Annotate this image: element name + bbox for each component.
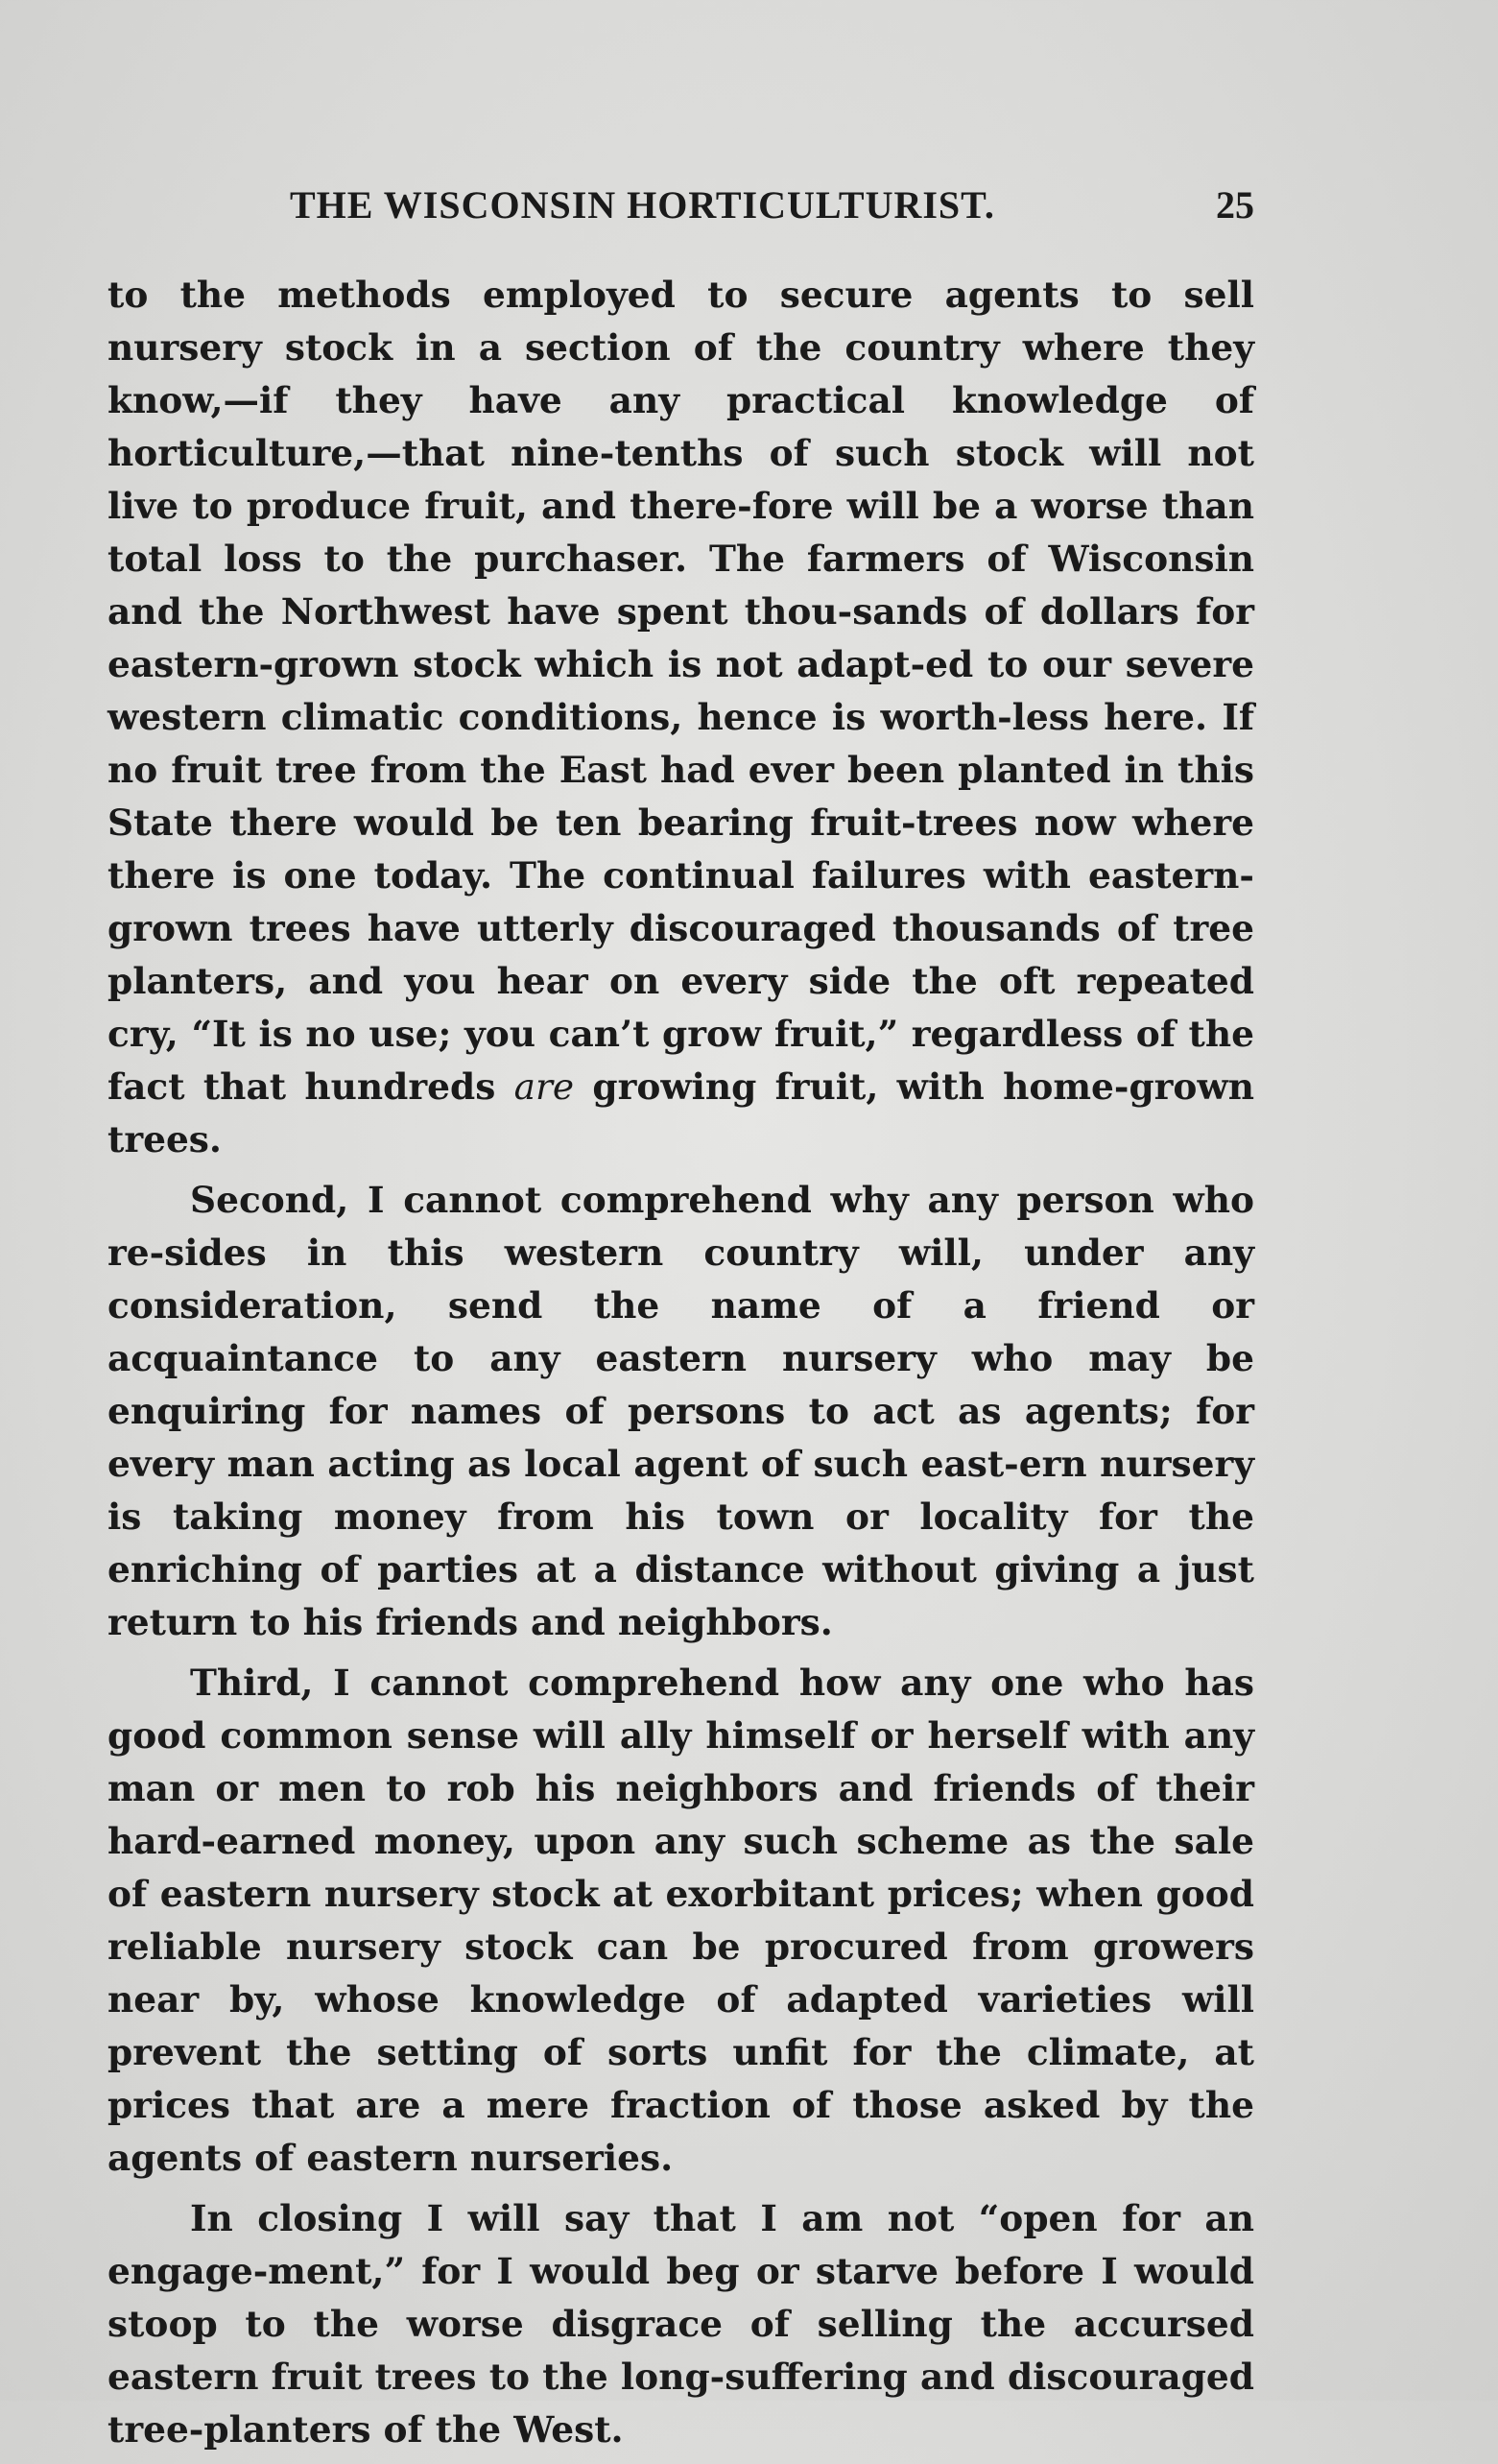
running-title: THE WISCONSIN HORTICULTURIST. xyxy=(290,183,995,227)
paragraph-closing: In closing I will say that I am not “open for an engage-ment,” for I would beg or starve before I would stoop to the worse disgrace of selling the accursed eastern fruit trees to the long-suffering and discouraged tree-planters of the West. xyxy=(107,2197,1254,2451)
page-number: 25 xyxy=(1216,183,1254,227)
emphasis-text: are xyxy=(513,1065,575,1108)
running-header xyxy=(107,182,1254,230)
paragraph-continuation xyxy=(107,269,1254,1166)
paragraph-third: Third, I cannot comprehend how any one who has good common sense will ally himself or herself with any man or men to rob his neighbors and friends of their hard-earned money, upon any such scheme as the sale of eastern nursery stock at exorbitant prices; when good reliable nursery stock can be procured from growers near by, whose knowledge of adapted varieties will prevent the setting of sorts unfit for the climate, at prices that are a mere fraction of those asked by the agents of eastern nurseries. xyxy=(107,1662,1254,2179)
paragraph-text: growing fruit, with home-grown trees. xyxy=(107,1065,1254,1160)
paragraph-text: to the methods employed to secure agents to sell nursery stock in a section of the country where they know,—if they have any practical knowledge of horticulture,—that nine-tenths of such stock will not live to produce fruit, and there-fore will be a worse than total loss to the purchaser. The farmers of Wisconsin and the Northwest have spent thou-sands of dollars for eastern-grown stock which is not adapt-ed to our severe western climatic conditions, hence is worth-less here. If no fruit tree from the East had ever been planted in this State there would be ten bearing fruit-trees now where there is one today. The continual failures with eastern-grown trees have utterly discouraged thousands of tree planters, and you hear on every side the oft repeated cry, “It is no use; you can’t grow fruit,” regardless of the fact that hundreds xyxy=(107,274,1254,1108)
paragraph-second: Second, I cannot comprehend why any person who re-sides in this western country will, under any consideration, send the name of a friend or acquaintance to any eastern nursery who may be enquiring for names of persons to act as agents; for every man acting as local agent of such east-ern nursery is taking money from his town or locality for the enriching of parties at a distance without giving a just return to his friends and neighbors. xyxy=(107,1179,1254,1643)
body-text xyxy=(107,269,1254,2464)
